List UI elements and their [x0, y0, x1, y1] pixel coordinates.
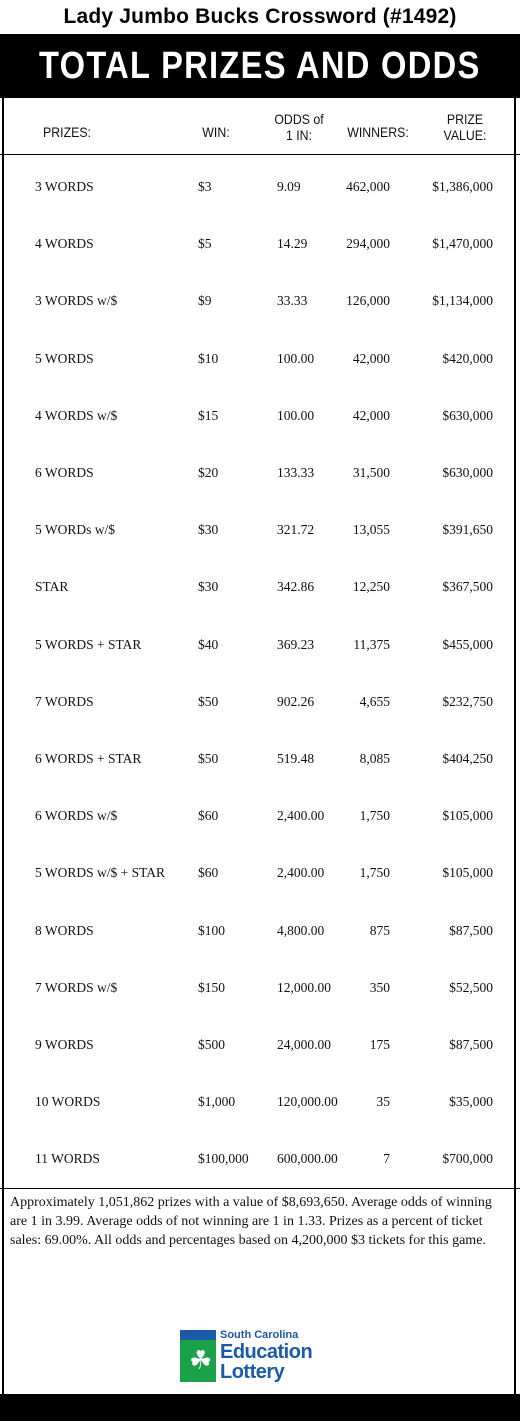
winners-cell: 8,085	[359, 751, 390, 766]
value-cell: $1,470,000	[432, 236, 493, 252]
value-cell: $700,000	[442, 1151, 493, 1167]
odds-cell: 342.86	[277, 579, 315, 595]
odds-cell: 600,000.00	[277, 1151, 338, 1167]
odds-cell: 4,800.00	[277, 922, 325, 938]
win-cell: $100,000	[198, 1151, 249, 1167]
winners-cell: 11,375	[353, 636, 390, 652]
header-odds-line1: ODDS of	[274, 111, 324, 127]
prize-cell: 7 WORDS	[35, 693, 94, 709]
sc-education-lottery-logo	[178, 1328, 338, 1386]
win-cell: $50	[198, 751, 219, 766]
odds-cell: 519.48	[277, 751, 315, 766]
win-cell: $60	[198, 808, 219, 824]
winners-cell: 35	[376, 1094, 390, 1110]
prize-cell: 3 WORDS	[35, 179, 94, 194]
winners-cell: 462,000	[346, 179, 390, 194]
winners-cell: 13,055	[352, 522, 390, 538]
win-cell: $30	[198, 522, 219, 538]
table-row	[0, 901, 520, 958]
prize-cell: 10 WORDS	[35, 1094, 101, 1110]
odds-cell: 100.00	[277, 350, 315, 366]
value-cell: $35,000	[449, 1094, 493, 1110]
win-cell: $10	[198, 350, 219, 366]
winners-cell: 31,500	[352, 465, 390, 480]
prize-cell: 6 WORDS	[35, 465, 94, 480]
win-cell: $60	[198, 865, 219, 881]
table-row	[0, 672, 520, 729]
value-cell: $1,386,000	[432, 179, 493, 194]
winners-cell: 126,000	[346, 293, 390, 309]
header-winners: WINNERS:	[347, 124, 409, 140]
winners-cell: 294,000	[346, 236, 390, 252]
banner-heading	[0, 34, 520, 98]
value-cell: $87,500	[449, 922, 493, 938]
odds-cell: 369.23	[277, 636, 315, 652]
win-cell: $15	[198, 407, 219, 423]
win-cell: $30	[198, 579, 219, 595]
page-title: Lady Jumbo Bucks Crossword (#1492)	[63, 5, 457, 28]
logo-mark	[180, 1330, 216, 1382]
table-row	[0, 386, 520, 443]
odds-cell: 14.29	[277, 236, 308, 252]
table-row	[0, 615, 520, 672]
value-cell: $105,000	[442, 808, 493, 824]
table-row	[0, 557, 520, 614]
footnote: Approximately 1,051,862 prizes with a value of $8,693,650. Average odds of winning are 1 in 3.99. Average odds of not winning are 1 in 1.33. Prizes as a percent of ticket sales: 69.00%. All odds and percentages based on 4,200,000 $3 tickets for this game.	[0, 1188, 520, 1308]
win-cell: $5	[198, 236, 212, 252]
value-cell: $455,000	[442, 636, 493, 652]
value-cell: $404,250	[442, 751, 493, 766]
winners-cell: 175	[369, 1037, 390, 1052]
odds-cell: 33.33	[277, 293, 308, 309]
winners-cell: 12,250	[352, 579, 390, 595]
odds-cell: 100.00	[277, 407, 315, 423]
prize-cell: 11 WORDS	[35, 1151, 100, 1167]
odds-cell: 120,000.00	[277, 1094, 338, 1110]
odds-cell: 902.26	[277, 693, 315, 709]
prize-cell: 9 WORDS	[35, 1037, 94, 1052]
odds-cell: 12,000.00	[277, 979, 331, 995]
header-prizes: PRIZES:	[43, 124, 91, 140]
prize-cell: 3 WORDS w/$	[35, 293, 118, 309]
prize-cell: STAR	[35, 579, 69, 595]
table-row	[0, 958, 520, 1015]
banner-text: TOTAL PRIZES AND ODDS	[39, 44, 481, 87]
value-cell: $630,000	[442, 407, 493, 423]
win-cell: $9	[198, 293, 212, 309]
value-cell: $232,750	[442, 693, 493, 709]
odds-cell: 2,400.00	[277, 808, 325, 824]
value-cell: $420,000	[442, 350, 493, 366]
table-row	[0, 729, 520, 786]
table-row	[0, 157, 520, 214]
table-row	[0, 843, 520, 900]
prize-cell: 4 WORDS w/$	[35, 407, 118, 423]
table-row	[0, 271, 520, 328]
table-row	[0, 443, 520, 500]
odds-cell: 9.09	[277, 179, 301, 194]
value-cell: $87,500	[449, 1037, 493, 1052]
winners-cell: 42,000	[352, 407, 390, 423]
header-win: WIN:	[202, 124, 230, 140]
prize-cell: 5 WORDS + STAR	[35, 636, 142, 652]
winners-cell: 7	[383, 1151, 390, 1167]
prize-cell: 6 WORDS + STAR	[35, 751, 142, 766]
winners-cell: 350	[369, 979, 390, 995]
table-row	[0, 214, 520, 271]
value-cell: $1,134,000	[432, 293, 493, 309]
odds-cell: 2,400.00	[277, 865, 325, 881]
logo-line2: Education	[220, 1341, 313, 1363]
value-cell: $367,500	[442, 579, 493, 595]
winners-cell: 1,750	[359, 808, 390, 824]
prize-cell: 5 WORDs w/$	[35, 522, 116, 538]
table-row	[0, 329, 520, 386]
win-cell: $100	[198, 922, 225, 938]
winners-cell: 875	[369, 922, 390, 938]
table-row	[0, 786, 520, 843]
table-header	[0, 98, 520, 155]
win-cell: $20	[198, 465, 219, 480]
odds-cell: 321.72	[277, 522, 315, 538]
prize-cell: 5 WORDS	[35, 350, 94, 366]
value-cell: $105,000	[442, 865, 493, 881]
value-cell: $52,500	[449, 979, 493, 995]
table-row	[0, 1072, 520, 1129]
prize-cell: 4 WORDS	[35, 236, 94, 252]
win-cell: $1,000	[198, 1094, 236, 1110]
win-cell: $3	[198, 179, 212, 194]
logo-line1: South Carolina	[220, 1329, 299, 1341]
win-cell: $500	[198, 1037, 225, 1052]
winners-cell: 4,655	[359, 693, 390, 709]
win-cell: $150	[198, 979, 225, 995]
prize-cell: 8 WORDS	[35, 922, 94, 938]
footer-bar	[0, 1394, 520, 1421]
prize-cell: 6 WORDS w/$	[35, 808, 118, 824]
odds-cell: 24,000.00	[277, 1037, 331, 1052]
prize-cell: 5 WORDS w/$ + STAR	[35, 865, 166, 881]
win-cell: $50	[198, 693, 219, 709]
value-cell: $391,650	[442, 522, 493, 538]
value-cell: $630,000	[442, 465, 493, 480]
winners-cell: 42,000	[352, 350, 390, 366]
win-cell: $40	[198, 636, 219, 652]
table-row	[0, 1015, 520, 1072]
header-value-line2: VALUE:	[443, 127, 487, 143]
winners-cell: 1,750	[359, 865, 390, 881]
logo-line3: Lottery	[220, 1361, 285, 1383]
header-odds-line2: 1 IN:	[285, 127, 313, 143]
prize-cell: 7 WORDS w/$	[35, 979, 118, 995]
odds-cell: 133.33	[277, 465, 315, 480]
table-row	[0, 500, 520, 557]
header-value-line1: PRIZE	[446, 111, 484, 127]
palmetto-icon: ☘	[189, 1346, 213, 1376]
table-row	[0, 1129, 520, 1186]
